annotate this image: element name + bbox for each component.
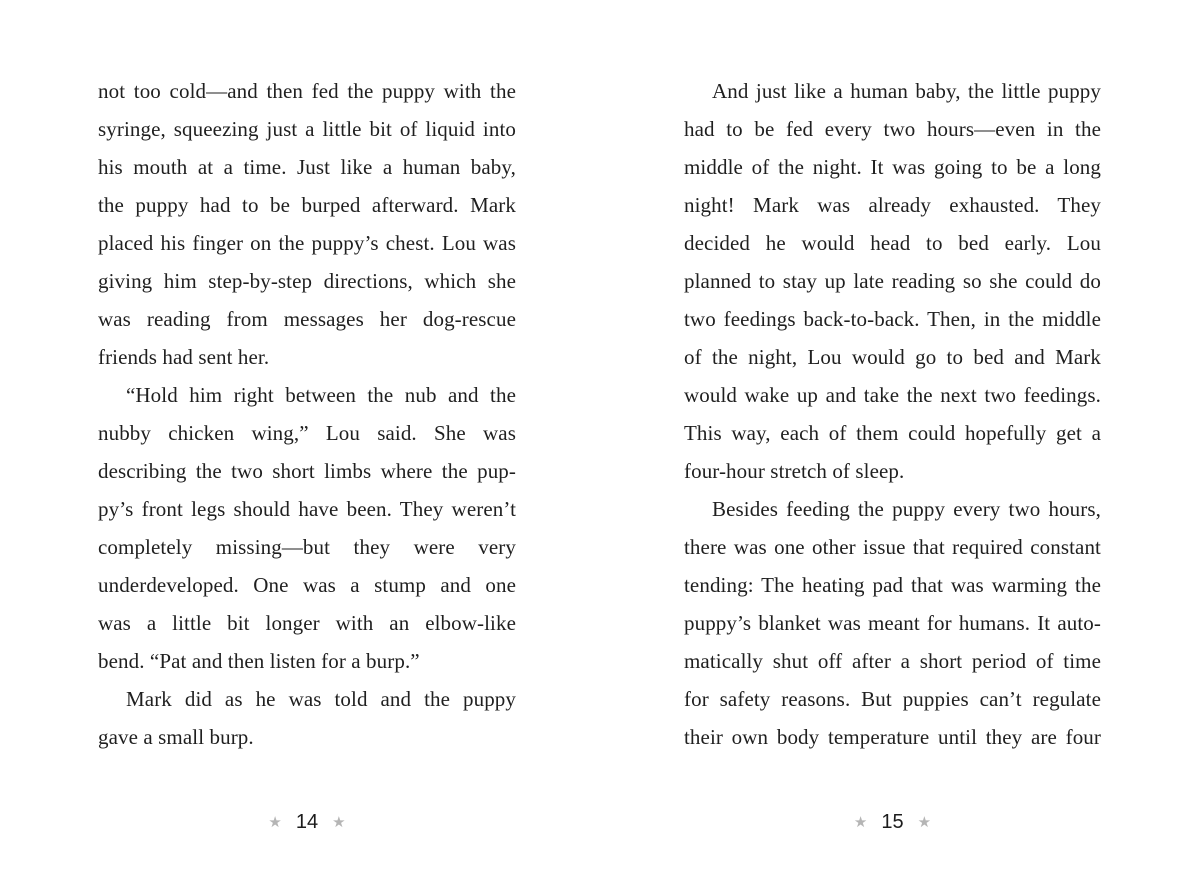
text-line: And just like a human baby, the little puppy xyxy=(712,79,1101,103)
text-line: tending: The heating pad that was warming the xyxy=(684,573,1101,597)
text-line: planned to stay up late reading so she could do xyxy=(684,269,1101,293)
text-line: This way, each of them could hopefully get a xyxy=(684,421,1101,445)
text-line: nubby chicken wing,” Lou said. She was xyxy=(98,421,516,445)
text-line: the puppy had to be burped afterward. Mark xyxy=(98,193,516,217)
text-line: Mark did as he was told and the puppy xyxy=(126,687,516,711)
text-line: two feedings back-to-back. Then, in the middle xyxy=(684,307,1101,331)
text-line: of the night, Lou would go to bed and Mark xyxy=(684,345,1101,369)
text-line: not too cold—and then fed the puppy with the xyxy=(98,79,516,103)
star-icon: ★ xyxy=(853,812,868,831)
text-line: completely missing—but they were very xyxy=(98,535,516,559)
text-line: there was one other issue that required constant xyxy=(684,535,1101,559)
text-line: gave a small burp. xyxy=(98,725,254,749)
star-icon: ★ xyxy=(332,812,346,831)
page-number: 14 xyxy=(295,811,319,833)
text-line: matically shut off after a short period of time xyxy=(684,649,1101,673)
text-line: middle of the night. It was going to be a long xyxy=(684,155,1101,179)
text-line: night! Mark was already exhausted. They xyxy=(684,193,1101,217)
text-line: had to be fed every two hours—even in the xyxy=(684,117,1101,141)
text-line: underdeveloped. One was a stump and one xyxy=(98,573,516,597)
text-line: “Hold him right between the nub and the xyxy=(126,383,516,407)
page-left-text xyxy=(98,72,516,756)
text-line: decided he would head to bed early. Lou xyxy=(684,231,1101,255)
page-left-footer xyxy=(98,808,516,836)
text-line: would wake up and take the next two feedings. xyxy=(684,383,1101,407)
text-line: py’s front legs should have been. They weren’t xyxy=(98,497,516,521)
text-line: for safety reasons. But puppies can’t regulate xyxy=(684,687,1101,711)
text-line: friends had sent her. xyxy=(98,345,270,369)
text-line: four-hour stretch of sleep. xyxy=(684,459,905,483)
star-icon: ★ xyxy=(268,812,282,831)
text-line: Besides feeding the puppy every two hours, xyxy=(712,497,1101,521)
text-line: giving him step-by-step directions, which she xyxy=(98,269,516,293)
text-line: describing the two short limbs where the pup- xyxy=(98,459,516,483)
page-number: 15 xyxy=(881,811,904,833)
text-line: puppy’s blanket was meant for humans. It auto- xyxy=(684,611,1101,635)
text-line: their own body temperature until they are four xyxy=(684,725,1101,749)
text-line: placed his finger on the puppy’s chest. Lou was xyxy=(98,231,516,255)
text-line: was a little bit longer with an elbow-like xyxy=(98,611,516,635)
text-line: his mouth at a time. Just like a human baby, xyxy=(98,155,516,179)
star-icon: ★ xyxy=(917,812,932,831)
text-line: bend. “Pat and then listen for a burp.” xyxy=(98,649,420,673)
page-right-text xyxy=(684,72,1101,756)
text-line: syringe, squeezing just a little bit of liquid into xyxy=(98,117,516,141)
page-right-footer xyxy=(684,808,1101,836)
text-line: was reading from messages her dog-rescue xyxy=(98,307,516,331)
